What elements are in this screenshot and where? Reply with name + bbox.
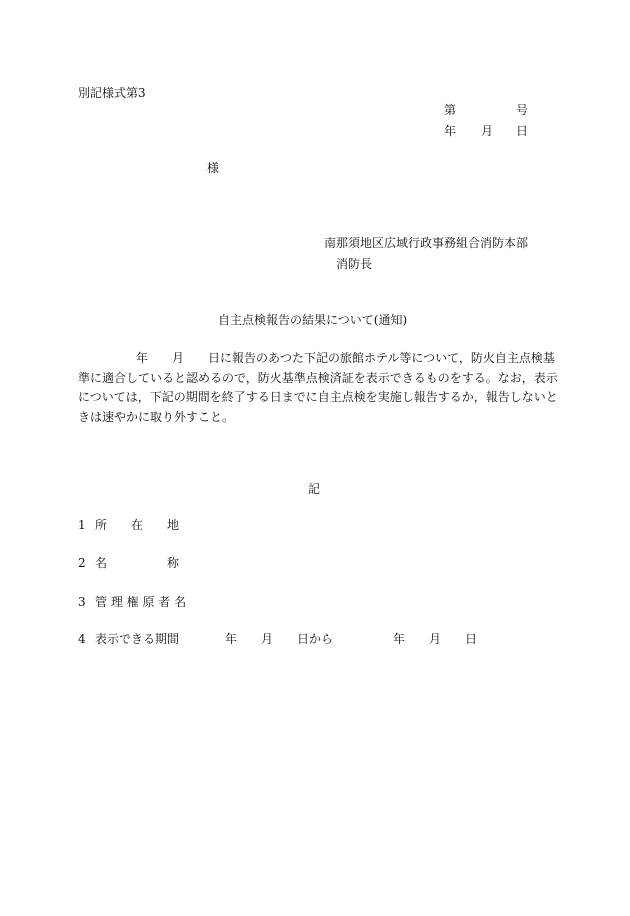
- item-number: 4: [78, 632, 86, 646]
- display-period-range: 年 月 日から 年 月 日: [225, 632, 478, 646]
- document-number-label: 第: [444, 103, 457, 117]
- body-line: については，下記の期間を終了する日までに自主点検を実施し報告するか，報告しないと: [78, 390, 558, 404]
- date-month: 月: [481, 124, 494, 138]
- sender-title: 消防長: [336, 257, 373, 271]
- ki-heading: 記: [308, 482, 321, 496]
- item-number: 3: [78, 595, 86, 609]
- body-line: 年 月 日に報告のあつた下記の旅館ホテル等について，防火自主点検基: [136, 351, 555, 365]
- sender-organization: 南那須地区広域行政事務組合消防本部: [324, 236, 529, 250]
- item-label-display-period: 表示できる期間: [95, 632, 180, 646]
- body-line: 準に適合していると認めるので，防火基準点検済証を表示できるものをする。なお，表示: [78, 370, 558, 385]
- item-number: 1: [78, 518, 86, 532]
- item-label-name: 名 称: [95, 556, 180, 570]
- item-label-location: 所 在 地: [95, 518, 180, 532]
- notice-body: [78, 349, 558, 427]
- item-number: 2: [78, 556, 86, 570]
- document-number-suffix: 号: [516, 103, 529, 117]
- date-year: 年: [444, 124, 457, 138]
- date-day: 日: [516, 124, 529, 138]
- item-label-manager: 管 理 権 原 者 名: [95, 595, 187, 609]
- document-title: 自主点検報告の結果について(通知): [218, 313, 408, 327]
- body-line: きは速やかに取り外すこと。: [78, 409, 235, 424]
- form-label: 別記様式第3: [78, 86, 146, 100]
- recipient-honorific: 様: [207, 161, 220, 175]
